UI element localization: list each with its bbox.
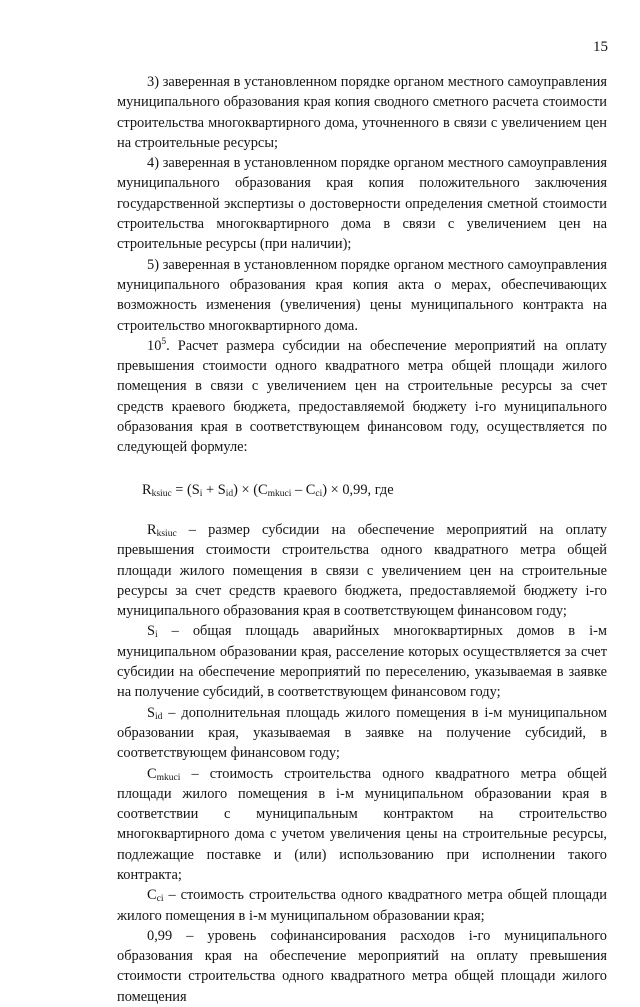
formula-part-minus: – C <box>291 481 316 498</box>
definition-s-i <box>117 621 607 702</box>
formula-part-plus: + S <box>202 481 226 498</box>
list-item-4: 4) заверенная в установленном порядке органом местного самоуправления муниципального образования края копия положительного заключения государственной экспертизы о достоверности определения сметной стоимости строительства многоквартирного дома в связи с увеличением цен на строительные ресурсы (при наличии); <box>117 155 607 253</box>
formula-subscript-mkuci: mkuci <box>267 488 292 499</box>
subsidy-formula <box>142 480 607 500</box>
definition-subscript: ksiuc <box>156 528 177 539</box>
definition-symbol: C <box>147 765 157 782</box>
formula-part-tail: ) × 0,99, где <box>322 481 394 498</box>
definition-symbol: C <box>147 887 157 904</box>
list-item-3: 3) заверенная в установленном порядке органом местного самоуправления муниципального образования края копия сводного сметного расчета стоимости строительства многоквартирного дома, уточненного в связи с увеличением цен на строительные ресурсы; <box>117 74 607 151</box>
definition-text: – дополнительная площадь жилого помещения в i-м муниципальном образовании края, указываемая в заявке на получение субсидий, в соответствующем финансовом году; <box>117 704 607 762</box>
page-number: 15 <box>593 39 608 55</box>
definition-r-ksiuc <box>117 520 607 621</box>
formula-subscript-ci: ci <box>315 488 323 499</box>
definition-c-ci <box>117 885 607 926</box>
formula-part-eq: = (S <box>171 481 200 498</box>
clause-10-5 <box>117 336 607 458</box>
definition-s-id <box>117 703 607 764</box>
definition-text: – размер субсидии на обеспечение мероприятий на оплату превышения стоимости строительства одного квадратного метра общей площади жилого помещения в связи с увеличением цен на строительные ресурсы за счет средств краевого бюджета, предоставляемой бюджету i-го муниципального образования края в соответствующем финансовом году; <box>117 521 607 620</box>
definition-symbol: S <box>147 623 156 640</box>
document-body <box>117 72 607 1007</box>
formula-part-times: ) × (C <box>233 481 268 498</box>
definition-subscript: ci <box>156 894 164 905</box>
definition-subscript: id <box>155 711 163 722</box>
definition-symbol: S <box>147 704 156 721</box>
formula-symbol-r: R <box>142 481 152 498</box>
definition-text: – стоимость строительства одного квадратного метра общей площади жилого помещения в i-м муниципальном образовании края; <box>117 887 607 924</box>
definition-cofinancing-level: 0,99 – уровень софинансирования расходов i-го муниципального образования края на обеспечение мероприятий на оплату превышения стоимости строительства одного квадратного метра общей площади жилого помещения <box>117 927 607 1005</box>
definition-subscript: i <box>155 630 158 641</box>
definition-c-mkuci <box>117 764 607 886</box>
clause-number-superscript: 5 <box>161 336 167 347</box>
clause-number: 10 <box>147 337 162 354</box>
definition-subscript: mkuci <box>156 772 181 783</box>
clause-text: . Расчет размера субсидии на обеспечение мероприятий на оплату превышения стоимости одного квадратного метра общей площади жилого помещения в связи с увеличением цен на строительные ресурсы за счет средств краевого бюджета, предоставляемой бюджету i-го муниципального образования края в соответствующем финансовом году, осуществляется по следующей формуле: <box>117 337 607 456</box>
definition-symbol: R <box>147 521 157 538</box>
formula-subscript-id: id <box>225 488 234 499</box>
formula-subscript-i: i <box>199 488 203 499</box>
definition-text: – общая площадь аварийных многоквартирных домов в i-м муниципальном образовании края, расселение которых осуществляется за счет субсидии на обеспечение мероприятий по переселению, указываемая в заявке на получение субсидий, в соответствующем финансовом году; <box>117 623 607 701</box>
list-item-5: 5) заверенная в установленном порядке органом местного самоуправления муниципального образования края копия акта о мерах, обеспечивающих возможность изменения (увеличения) цены муниципального контракта на строительство многоквартирного дома. <box>117 256 607 334</box>
definition-text: – стоимость строительства одного квадратного метра общей площади жилого помещения в i-м муниципальном образовании края в соответствии с муниципальным контрактом на строительство многоквартирного дома с учетом увеличения цены на строительные ресурсы, подлежащие поставке и (или) использованию при исполнении такого контракта; <box>117 765 607 883</box>
formula-subscript-ksiuc: ksiuc <box>151 488 172 499</box>
